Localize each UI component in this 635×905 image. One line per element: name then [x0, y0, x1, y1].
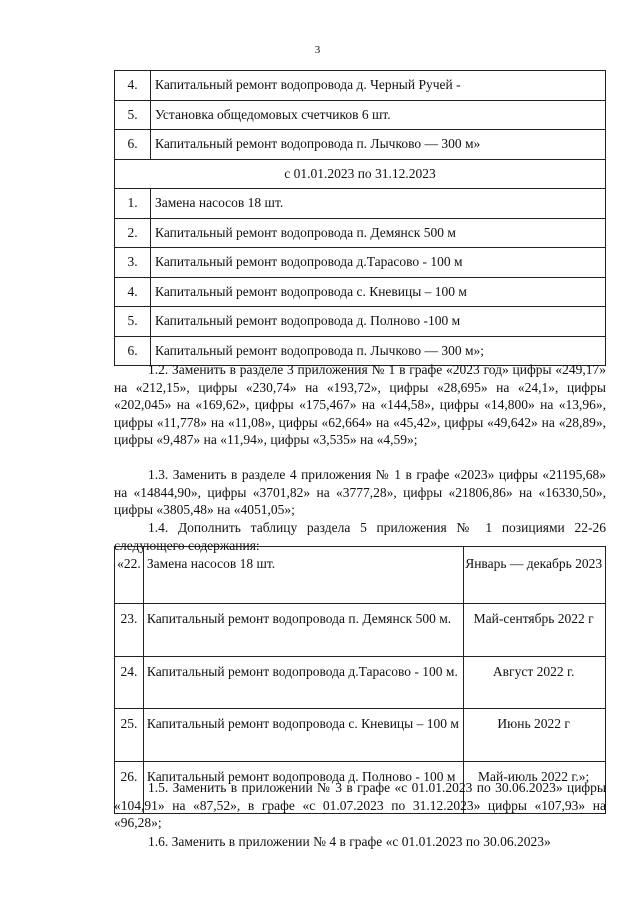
- table-row: [115, 130, 606, 160]
- paragraph-1-3: 1.3. Заменить в разделе 4 приложения № 1 в графе «2023» цифры «21195,68» на «14844,90», цифры «3701,82» на «3777,28», цифры «21806,86» на «16330,50», цифры «3805,48» на «4051,05»;: [114, 467, 606, 517]
- page-number: 3: [314, 44, 321, 56]
- row-period: Май-июль 2022 г.»;: [464, 761, 606, 814]
- table-row: [115, 709, 606, 762]
- row-number: 2.: [115, 218, 151, 248]
- row-number: 5.: [115, 307, 151, 337]
- row-number: 6.: [115, 336, 151, 366]
- row-period: Январь — декабрь 2023: [464, 547, 606, 604]
- row-text: Капитальный ремонт водопровода с. Кневицы – 100 м: [143, 709, 463, 762]
- table-row: [115, 248, 606, 278]
- row-text: Капитальный ремонт водопровода п. Лычково — 300 м»;: [151, 336, 606, 366]
- row-number: 3.: [115, 248, 151, 278]
- paragraph-1-2: 1.2. Заменить в разделе 3 приложения № 1 в графе «2023 год» цифры «249,17» на «212,15», цифры «230,74» на «193,72», цифры «28,695» на «24,1», цифры «202,045» на «169,62», цифры «175,467» на «144,58», цифры «14,800» на «13,96», цифры «11,778» на «11,08», цифры «62,664» на «45,42», цифры «49,642» на «28,89», цифры «9,487» на «11,94», цифры «3,535» на «4,59»;: [114, 362, 606, 447]
- works-table: [114, 70, 606, 366]
- row-number: 24.: [115, 656, 144, 709]
- table-row: [115, 547, 606, 604]
- row-period: Июнь 2022 г: [464, 709, 606, 762]
- row-text: Капитальный ремонт водопровода с. Кневицы – 100 м: [151, 277, 606, 307]
- row-text: Капитальный ремонт водопровода д.Тарасово - 100 м.: [143, 656, 463, 709]
- table-row: [115, 307, 606, 337]
- paragraph-1-6: 1.6. Заменить в приложении № 4 в графе «с 01.01.2023 по 30.06.2023»: [148, 834, 551, 849]
- table-row: [115, 277, 606, 307]
- table-row: [115, 71, 606, 101]
- row-text: Установка общедомовых счетчиков 6 шт.: [151, 100, 606, 130]
- row-number: 4.: [115, 71, 151, 101]
- row-number: 23.: [115, 604, 144, 657]
- table-row: [115, 100, 606, 130]
- row-number: 26.: [115, 761, 144, 814]
- row-text: Капитальный ремонт водопровода д. Полново -100 м: [151, 307, 606, 337]
- table-row: [115, 189, 606, 219]
- row-text: Капитальный ремонт водопровода п. Лычково — 300 м»: [151, 130, 606, 160]
- section-header: с 01.01.2023 по 31.12.2023: [115, 159, 606, 189]
- row-number: 1.: [115, 189, 151, 219]
- row-text: Капитальный ремонт водопровода д. Полново - 100 м: [143, 761, 463, 814]
- row-number: 5.: [115, 100, 151, 130]
- section-header-row: [115, 159, 606, 189]
- positions-table: [114, 546, 606, 814]
- row-number: «22.: [115, 547, 144, 604]
- table-row: [115, 604, 606, 657]
- row-text: Замена насосов 18 шт.: [143, 547, 463, 604]
- row-text: Капитальный ремонт водопровода п. Демянск 500 м.: [143, 604, 463, 657]
- table-row: [115, 656, 606, 709]
- row-period: Май-сентябрь 2022 г: [464, 604, 606, 657]
- row-number: 6.: [115, 130, 151, 160]
- row-period: Август 2022 г.: [464, 656, 606, 709]
- row-text: Капитальный ремонт водопровода п. Демянск 500 м: [151, 218, 606, 248]
- row-number: 4.: [115, 277, 151, 307]
- row-text: Капитальный ремонт водопровода д. Черный Ручей -: [151, 71, 606, 101]
- row-text: Замена насосов 18 шт.: [151, 189, 606, 219]
- row-number: 25.: [115, 709, 144, 762]
- paragraph-1-4: 1.4. Дополнить таблицу раздела 5 приложения № 1 позициями 22-26 следующего содержания:: [114, 520, 606, 553]
- paragraph-1-5: 1.5. Заменить в приложении № 3 в графе «с 01.01.2023 по 30.06.2023» цифры «104,91» на «87,52», в графе «с 01.07.2023 по 31.12.2023» цифры «107,93» на «96,28»;: [114, 780, 606, 830]
- row-text: Капитальный ремонт водопровода д.Тарасово - 100 м: [151, 248, 606, 278]
- table-row: [115, 218, 606, 248]
